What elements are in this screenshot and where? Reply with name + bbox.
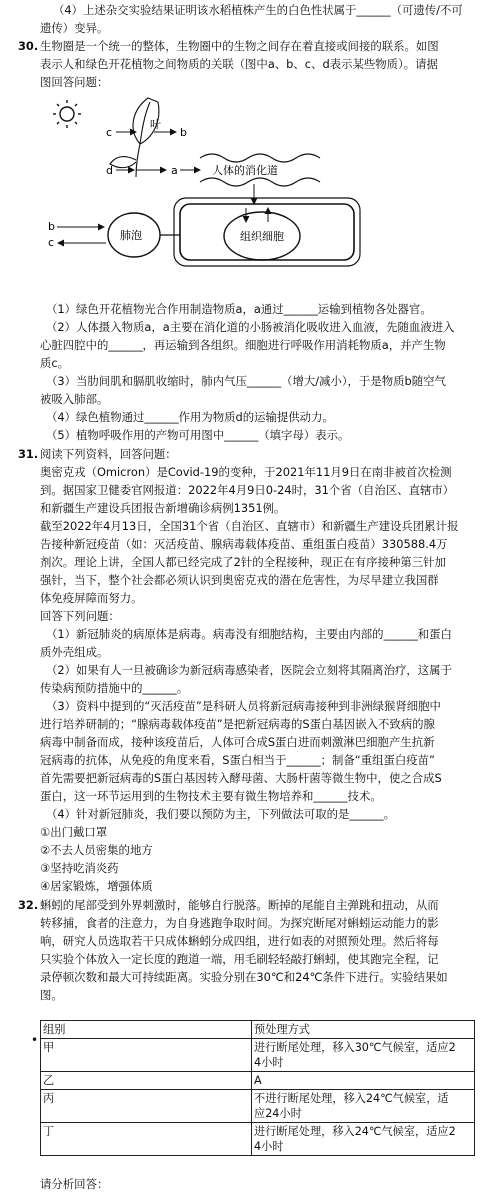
q32-after-table: 请分析回答：: [40, 1177, 109, 1191]
table-cell-group: 丙: [41, 1090, 252, 1123]
q32-line-1: 蝌蚓的尾部受到外界刺激时，能够自行脱落。断掉的尾能自主弹跳和扭动，从而: [40, 898, 439, 912]
q31-line-18: 冠病毒的抗体，从免疫的角度来看，S蛋白相当于______；制备“重组蛋白疫苗”: [40, 753, 435, 767]
table-cell-treatment: [252, 1123, 475, 1156]
q31-line-19: 首先需要把新冠病毒的S蛋白基因转入酵母菌、大肠杆菌等微生物中，使之合成S: [40, 771, 442, 785]
plant-icon: [110, 98, 159, 177]
q31-line-13: （2）如果有人一旦被确诊为新冠病毒感染者，医院会立刻将其隔离治疗，这属于: [46, 663, 452, 677]
alveoli-label: 肺泡: [120, 229, 142, 242]
q32-line-4: 只实验个体放入一定长度的跑道一端，用毛刷轻轻敲打蝌蚓，使其跑完全程，记: [40, 952, 439, 966]
q31-line-16: 进行培养研制的；“腺病毒载体疫苗”是把新冠病毒的S蛋白基因嵌入不致病的腺: [40, 717, 435, 731]
q31-option-2: ②不去人员密集的地方: [40, 843, 153, 857]
q29-sub4-line1: （4）上述杂交实验结果证明该水稻植株产生的白色性状属于______（可遗传/不可: [53, 3, 463, 17]
q30-sub5: （5）植物呼吸作用的产物可用图中______（填字母）表示。: [46, 428, 350, 442]
q30-sub3-line2: 被吸入肺部。: [40, 392, 109, 406]
q30-sub2-line2: 心脏四腔中的______，再运输到各组织。细胞进行呼吸作用消耗物质a，并产生物: [40, 338, 446, 352]
q31-line-10: 回答下列问题：: [40, 609, 120, 623]
q30-stem-line2: 表示人和绿色开花植物之间物质的关联（图中a、b、c、d表示某些物质）。请据: [40, 57, 438, 71]
table-row: [41, 1039, 475, 1072]
q31-line-14: 传染病预防措施中的______。: [40, 681, 189, 695]
q31-option-4: ④居家锻炼，增强体质: [40, 879, 153, 893]
treatment-line: 4小时: [254, 1140, 284, 1153]
q32-line-3: 响，研究人员选取若干只成体蝌蚓分成四组，进行如表的对照预处理。然后将每: [40, 934, 439, 948]
sun-icon: [53, 100, 81, 128]
q30-stem-line1: 生物圈是一个统一的整体，生物圈中的生物之间存在着直接或间接的联系。如图: [40, 39, 439, 53]
label-b-bottom: b: [48, 220, 55, 233]
q32-line-2: 转移捕，食者的注意力，为自身逃跑争取时间。为探究断尾对蝌蚓运动能力的影: [40, 916, 439, 930]
q31-line-6: 告接种新冠疫苗（如：灭活疫苗、腺病毒载体疫苗、重组蛋白疫苗）330588.4万: [40, 537, 448, 551]
treatment-line: 进行断尾处理，移入24℃气候室，适应2: [254, 1125, 456, 1138]
table-row: [41, 1090, 475, 1123]
label-b-top: b: [180, 126, 187, 139]
q31-line-1: 阅读下列资料，回答问题：: [40, 447, 177, 461]
q30-sub2-line3: 质c。: [40, 356, 70, 370]
leaf-label: 叶: [150, 118, 161, 131]
pretreatment-table: [40, 1020, 475, 1156]
tissue-cell-label: 组织细胞: [240, 230, 284, 243]
question-number-31: 31.: [18, 447, 39, 461]
question-number-30: 30.: [18, 39, 39, 53]
label-d: d: [106, 164, 113, 177]
table-header-group: 组别: [41, 1021, 252, 1039]
table-header-row: [41, 1021, 475, 1039]
treatment-line: 应24小时: [254, 1107, 302, 1120]
q32-line-6: 图。: [40, 988, 63, 1002]
q30-sub3-line1: （3）当肋间肌和膈肌收缩时，肺内气压______（增大/减小），于是物质b随空气: [46, 374, 446, 388]
q31-line-17: 病毒中制备而成，接种该疫苗后，人体可合成S蛋白进而刺激淋巴细胞产生抗新: [40, 735, 435, 749]
table-row: [41, 1123, 475, 1156]
q31-line-2: 奥密克戎（Omicron）是Covid-19的变种，于2021年11月9日在南非被首次检测: [40, 465, 452, 479]
question-number-32: 32.: [18, 898, 39, 912]
q30-sub1: （1）绿色开花植物光合作用制造物质a，a通过______运输到植物各处器官。: [46, 302, 432, 316]
digestive-tract-label: 人体的消化道: [212, 164, 278, 177]
table-cell-group: 甲: [41, 1039, 252, 1072]
q31-line-9: 体免疫屏障而努力。: [40, 591, 143, 605]
treatment-line: 不进行断尾处理，移入24℃气候室，适: [254, 1092, 449, 1105]
table-cell-group: 乙: [41, 1072, 252, 1090]
q31-line-11: （1）新冠肺炎的病原体是病毒。病毒没有细胞结构，主要由内部的______和蛋白: [46, 627, 452, 641]
q31-line-3: 到。据国家卫健委官网报道：2022年4月9日0-24时，31个省（自治区、直辖市）: [40, 483, 455, 497]
table-cell-treatment: [252, 1039, 475, 1072]
table-row: [41, 1072, 475, 1090]
table-cell-treatment: [252, 1090, 475, 1123]
q31-line-8: 强针，当下，整个社会都必须认识到奥密克戎的潜在危害性，为尽早建立我国群: [40, 573, 439, 587]
table-cell-group: 丁: [41, 1123, 252, 1156]
q30-sub4: （4）绿色植物通过______作用为物质d的运输提供动力。: [46, 410, 334, 424]
q31-option-1: ①出门戴口罩: [40, 825, 108, 839]
q31-line-7: 剂次。理论上讲，全国人都已经完成了2针的全程接种，现正在有序接种第三针加: [40, 555, 446, 569]
q29-sub4-line2: 遗传）变异。: [40, 21, 109, 35]
q31-line-5: 截至2022年4月13日，全国31个省（自治区、直辖市）和新疆生产建设兵团累计报: [40, 519, 459, 533]
q30-sub2-line1: （2）人体摄入物质a，a主要在消化道的小肠被消化吸收进入血液，先随血液进入: [46, 320, 455, 334]
q31-line-12: 质外壳组成。: [40, 645, 109, 659]
treatment-line: A: [254, 1074, 262, 1087]
label-a: a: [171, 164, 178, 177]
q31-line-15: （3）资料中提到的“灭活疫苗”是科研人员将新冠病毒接种到非洲绿猴肾细胞中: [46, 699, 441, 713]
table-header-treatment: 预处理方式: [252, 1021, 475, 1039]
plant-human-relation-diagram: [40, 92, 370, 270]
treatment-line: 4小时: [254, 1056, 284, 1069]
bullet-marker: •: [31, 1033, 39, 1047]
q31-line-4: 和新疆生产建设兵团报告新增确诊病例1351例。: [40, 501, 286, 515]
q31-line-21: （4）针对新冠肺炎，我们要以预防为主，下列做法可取的是______。: [46, 807, 395, 821]
treatment-line: 进行断尾处理，移入30℃气候室，适应2: [254, 1041, 456, 1054]
q32-line-5: 录停顿次数和最大可持续距离。实验分别在30℃和24℃条件下进行。实验结果如: [40, 970, 448, 984]
label-c-top: c: [106, 126, 113, 139]
q31-line-20: 蛋白，这一环节运用到的生物技术主要有微生物培养和______技术。: [40, 789, 382, 803]
label-c-bottom: c: [48, 236, 55, 249]
q30-stem-line3: 图回答问题：: [40, 75, 109, 89]
q31-option-3: ③坚持吃消炎药: [40, 861, 119, 875]
table-cell-treatment: [252, 1072, 475, 1090]
